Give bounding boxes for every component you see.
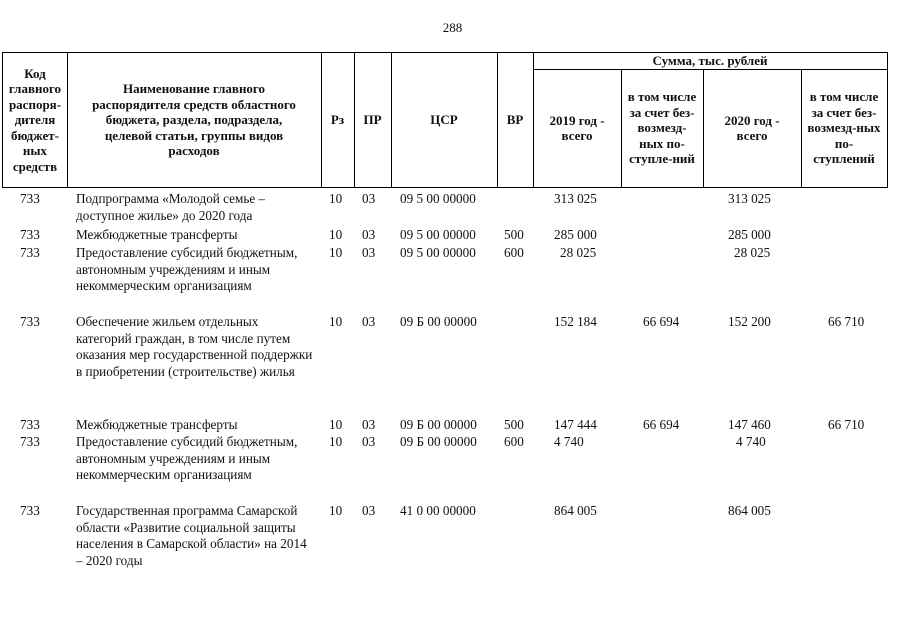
- header-rz: Рз: [330, 112, 345, 128]
- cell-2020-incl: 66 710: [828, 417, 865, 432]
- cell-2019-total: 285 000: [554, 227, 597, 242]
- cell-code: 733: [20, 434, 40, 449]
- cell-pr: 03: [362, 227, 376, 242]
- cell-csr: 09 Б 00 00000: [400, 417, 477, 432]
- cell-code: 733: [20, 417, 40, 432]
- cell-name: Предоставление субсидий бюджетным, автономным учреждениям и иным некоммерческим организациям: [76, 245, 298, 293]
- header-2020-incl: в том числе за счет без-возмезд-ных по-ступлений: [807, 89, 881, 167]
- cell-2019-total: 313 025: [554, 191, 597, 206]
- cell-rz: 10: [329, 191, 343, 206]
- header-code: Код главного распоря-дителя бюджет-ных средств: [8, 65, 62, 174]
- cell-pr: 03: [362, 314, 376, 329]
- cell-name: Подпрограмма «Молодой семье – доступное жилье» до 2020 года: [76, 191, 266, 223]
- cell-csr: 09 Б 00 00000: [400, 434, 477, 449]
- cell-2019-total: 152 184: [554, 314, 597, 329]
- cell-pr: 03: [362, 245, 376, 260]
- cell-pr: 03: [362, 503, 376, 518]
- cell-rz: 10: [329, 227, 343, 242]
- header-pr: ПР: [363, 112, 382, 128]
- cell-code: 733: [20, 245, 40, 260]
- header-2019-incl: в том числе за счет без-возмезд-ных по-ступле-ний: [627, 89, 697, 167]
- cell-name: Межбюджетные трансферты: [76, 227, 238, 242]
- cell-2020-total: 313 025: [728, 191, 771, 206]
- cell-rz: 10: [329, 314, 343, 329]
- cell-pr: 03: [362, 434, 376, 449]
- cell-2019-total: 28 025: [560, 245, 597, 260]
- cell-csr: 09 Б 00 00000: [400, 314, 477, 329]
- cell-rz: 10: [329, 245, 343, 260]
- cell-2020-total: 28 025: [734, 245, 771, 260]
- cell-rz: 10: [329, 434, 343, 449]
- header-csr: ЦСР: [430, 112, 458, 128]
- cell-2020-incl: 66 710: [828, 314, 865, 329]
- header-name: Наименование главного распорядителя средств областного бюджета, раздела, подраздела, целевой статьи, группы видов расходов: [92, 81, 296, 159]
- cell-2020-total: 147 460: [728, 417, 771, 432]
- cell-vr: 500: [504, 417, 524, 432]
- header-sum: Сумма, тыс. рублей: [652, 53, 768, 69]
- header-vr: ВР: [506, 112, 524, 128]
- cell-2020-total: 864 005: [728, 503, 771, 518]
- cell-csr: 09 5 00 00000: [400, 227, 476, 242]
- cell-code: 733: [20, 314, 40, 329]
- header-2019-total: 2019 год - всего: [549, 112, 605, 143]
- header-2020-total: 2020 год - всего: [724, 112, 780, 143]
- cell-code: 733: [20, 191, 40, 206]
- cell-rz: 10: [329, 503, 343, 518]
- cell-code: 733: [20, 503, 40, 518]
- cell-pr: 03: [362, 191, 376, 206]
- cell-2019-incl: 66 694: [643, 314, 680, 329]
- cell-vr: 600: [504, 245, 524, 260]
- cell-2020-total: 4 740: [736, 434, 766, 449]
- cell-rz: 10: [329, 417, 343, 432]
- cell-2019-total: 864 005: [554, 503, 597, 518]
- cell-pr: 03: [362, 417, 376, 432]
- cell-name: Государственная программа Самарской области «Развитие социальной защиты населения в Самарской области» на 2014 – 2020 годы: [76, 503, 307, 568]
- cell-csr: 41 0 00 00000: [400, 503, 476, 518]
- cell-name: Межбюджетные трансферты: [76, 417, 238, 432]
- page-number: 288: [442, 20, 463, 35]
- cell-csr: 09 5 00 00000: [400, 191, 476, 206]
- cell-vr: 500: [504, 227, 524, 242]
- cell-2019-total: 147 444: [554, 417, 597, 432]
- cell-csr: 09 5 00 00000: [400, 245, 476, 260]
- cell-2020-total: 152 200: [728, 314, 771, 329]
- table-header: [2, 52, 888, 188]
- cell-code: 733: [20, 227, 40, 242]
- cell-name: Обеспечение жильем отдельных категорий граждан, в том числе путем оказания мер государственной поддержки в приобретении (строительстве) жилья: [76, 314, 313, 379]
- cell-2020-total: 285 000: [728, 227, 771, 242]
- cell-2019-incl: 66 694: [643, 417, 680, 432]
- cell-2019-total: 4 740: [554, 434, 584, 449]
- cell-name: Предоставление субсидий бюджетным, автономным учреждениям и иным некоммерческим организациям: [76, 434, 298, 482]
- cell-vr: 600: [504, 434, 524, 449]
